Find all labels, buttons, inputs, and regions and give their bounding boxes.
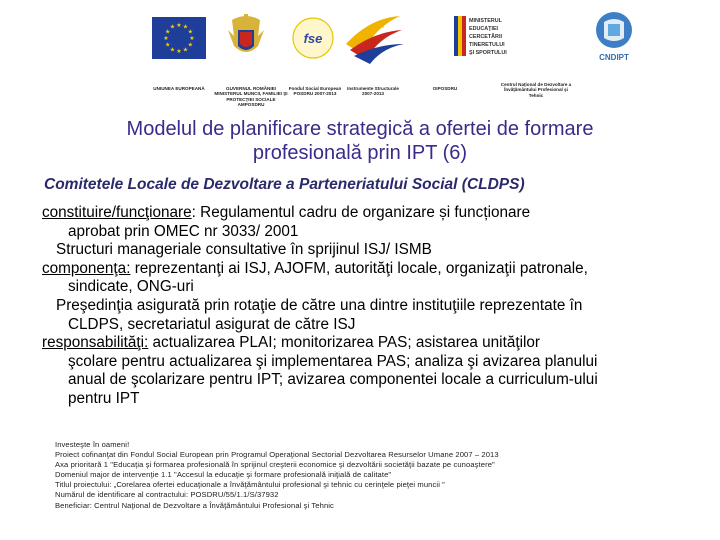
slide-title: Modelul de planificare strategică a ofertei de formare profesională prin IPT (6) — [126, 118, 594, 164]
body-line: pentru IPT — [68, 389, 140, 407]
body-line: Preşedinţia asigurată prin rotaţie de către una dintre instituţiile reprezentate în — [56, 296, 583, 314]
svg-text:★: ★ — [176, 48, 182, 55]
cndipt-logo — [588, 8, 640, 66]
gov-caption: GUVERNUL ROMÂNIEI MINISTERUL MUNCII, FAMILIEI ŞI PROTECŢIEI SOCIALE AMPOSDRU — [214, 86, 288, 108]
term-responsabilitati: responsabilităţi: — [42, 334, 149, 352]
svg-text:MINISTERUL: MINISTERUL — [469, 18, 502, 24]
svg-text:★: ★ — [176, 22, 182, 29]
coat-of-arms-logo — [228, 12, 264, 64]
structural-instruments-caption: Instrumente Structurale 2007-2013 — [347, 86, 399, 97]
ministry-education-logo — [454, 12, 518, 60]
project-footer — [55, 440, 675, 511]
svg-text:★: ★ — [187, 28, 193, 36]
cndipt-logo-text: CNDIPT — [599, 53, 629, 62]
body-line: şcolare pentru actualizarea şi implementarea PAS; analiza şi avizarea planului — [68, 352, 598, 370]
body-line: componenţa: reprezentanţi ai ISJ, AJOFM, autorităţi locale, organizaţii patronale, — [42, 259, 588, 277]
logo-header — [0, 0, 720, 110]
svg-text:★: ★ — [169, 23, 176, 31]
footer-line: Domeniul major de intervenţie 1.1 "Accesul la educaţie şi formare profesională iniţială de calitate" — [55, 470, 392, 480]
fse-logo — [290, 16, 336, 60]
slide-body — [42, 204, 692, 409]
body-line: sindicate, ONG-uri — [68, 278, 194, 296]
svg-text:★: ★ — [169, 46, 176, 54]
cndipt-caption: Centrul Naţional de Dezvoltare a Învăţământului Profesional şi Tehnic — [500, 82, 572, 98]
svg-text:★: ★ — [165, 28, 171, 36]
term-componenta: componenţa: — [42, 259, 131, 277]
fse-caption: Fondul Social European POSDRU 2007-2013 — [288, 86, 342, 97]
svg-text:CERCETĂRII: CERCETĂRII — [469, 34, 502, 40]
body-line: aprobat prin OMEC nr 3033/ 2001 — [68, 222, 299, 240]
footer-line: Numărul de identificare al contractului: POSDRU/55/1.1/S/37932 — [55, 490, 279, 500]
footer-line: Titlul proiectului: „Corelarea ofertei educaţionale a învăţământului profesional şi tehnic cu cerinţele pieţei muncii ” — [55, 480, 445, 490]
body-line: constituire/funcţionare: Regulamentul cadru de organizare și funcționare — [42, 204, 531, 221]
oiposdru-caption: OIPOSDRU — [432, 86, 458, 91]
footer-line: Axa prioritară 1 "Educaţia şi formarea profesională în sprijinul creşterii economice şi dezvoltării societăţii bazate pe cunoaştere" — [55, 460, 495, 470]
footer-line: Proiect cofinanţat din Fondul Social European prin Programul Operaţional Sectorial Dezvoltarea Resurselor Umane 2007 – 2013 — [55, 450, 499, 460]
footer-line: Investeşte în oameni! — [55, 440, 130, 449]
body-line: responsabilităţi: actualizarea PLAI; monitorizarea PAS; asistarea unităţilor — [42, 334, 540, 352]
svg-text:★: ★ — [182, 46, 189, 54]
svg-text:EDUCAŢIEI: EDUCAŢIEI — [469, 26, 499, 32]
eu-flag-logo — [152, 17, 206, 59]
fse-logo-text: fse — [303, 31, 323, 46]
svg-text:★: ★ — [163, 35, 169, 42]
body-line: Structuri manageriale consultative în sprijinul ISJ/ ISMB — [56, 241, 432, 259]
structural-instruments-logo — [340, 8, 406, 66]
term-constituire: constituire/funcţionare — [42, 204, 192, 221]
eu-caption: UNIUNEA EUROPEANĂ — [153, 86, 205, 91]
svg-text:★: ★ — [182, 23, 189, 31]
body-line: anual de şcolarizare pentru IPT; avizarea componentei locale a curriculum-ului — [68, 371, 598, 389]
svg-text:★: ★ — [189, 35, 195, 42]
footer-line: Beneficiar: Centrul Naţional de Dezvoltare a Învăţământului Profesional şi Tehnic — [55, 500, 334, 510]
slide-subtitle: Comitetele Locale de Dezvoltare a Parteneriatului Social (CLDPS) — [44, 176, 525, 193]
body-line: CLDPS, secretariatul asigurat de către ISJ — [68, 315, 356, 333]
svg-text:TINERETULUI: TINERETULUI — [469, 42, 505, 48]
svg-text:★: ★ — [376, 17, 387, 31]
svg-text:★: ★ — [187, 41, 193, 49]
svg-text:★: ★ — [165, 41, 171, 49]
svg-text:ŞI SPORTULUI: ŞI SPORTULUI — [469, 50, 507, 56]
